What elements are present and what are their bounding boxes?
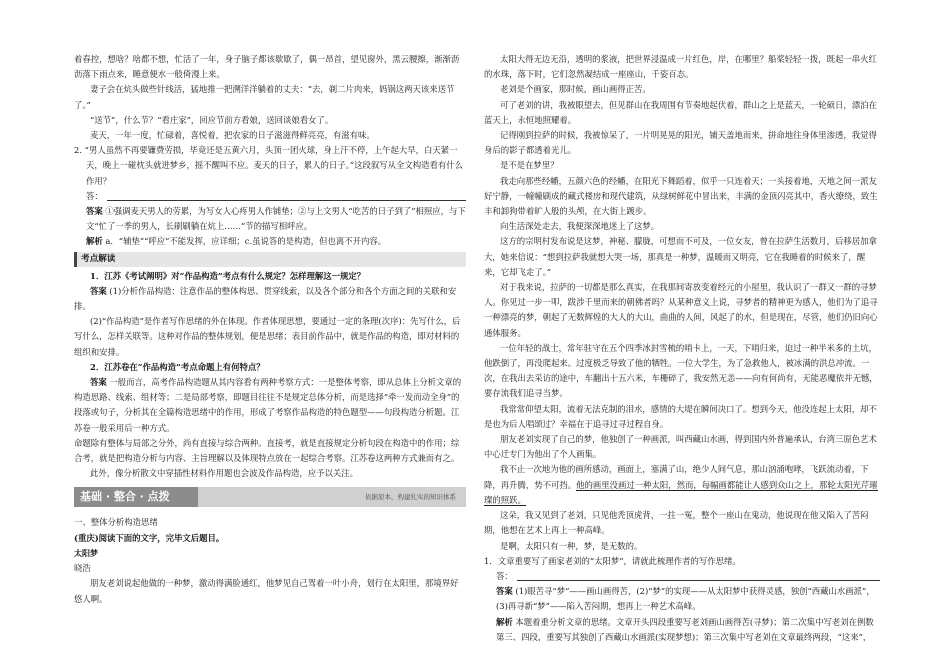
section-banner [74, 487, 466, 507]
article-paragraph: 向生活深处走去，我便深深地迷上了这梦。 [500, 221, 660, 232]
analysis-block [484, 615, 880, 645]
left-column [74, 52, 466, 607]
kaodian-answer-1 [74, 284, 466, 314]
kaodian-question-2: 2．江苏卷在“作品构造”考点命题上有何特点？ [90, 361, 265, 372]
paragraph: 麦天，一年一度，忙碌着，喜悦着，把农家的日子滋滋得鲜亮亮，有滋有味。 [90, 130, 375, 141]
answer-text: 一般而言，高考作品构造题从其内容看有两种考察方式：一是整体考察，即从总体上分析文章的构造思路、线索、组材等；二是局部考察，即题目往往不是规定总体分析，而是选择“牵一发而动全身”的段落或句子，分析其在全篇构造思绪中的作用，形成了考察作品构造的特色题型——句段构造分析题。江苏卷一般采用后一种方式。 [74, 377, 462, 433]
answer-line [484, 569, 880, 584]
analysis-text: a．“辅垫”“呼应”不能发挥，应详细；c.虽说答的是构造，但也离不开内容。 [105, 236, 387, 247]
instruction: (重庆)阅读下面的文字，完毕文后题目。 [74, 532, 225, 543]
article-paragraph: 这朵，我又见到了老刘，只见他秃顶虎背，一拄一冤，整个一座山在鬼动，他说现在他又陷入了苦闷期，他想在艺术上再上一种高峰。 [484, 510, 869, 536]
article-paragraph: 是不是在梦里？ [500, 160, 559, 171]
question-number: 2. [74, 145, 82, 156]
answer-text: (1)分析作品构造：注意作品的整体构思、贯穿线索，以及各个部分和各个方面之间的关联和安排。 [74, 285, 457, 312]
underlined-sentence: 他的画里没画过一种太阳，然而，每幅画都能让人感到众山之上，那轮太阳光芹璀璨的照跃。 [484, 479, 878, 505]
answer-prefix: 答： [86, 190, 103, 201]
analysis-block [74, 234, 466, 249]
question-2 [74, 143, 466, 189]
article-paragraph: 对于我来说，拉萨的一切都是那么真实，在我那间寄放变着经元的小屋里，我认识了一群又一群的寻梦人。你见过一步一叩，跋涉千里而来的朝佛者吗？从某种意义上说，寻梦者的精神更为感人，他们为了追寻一种漂亮的梦，朝起了无数辉煌的大人的大山，曲曲的人间，风起了的水，但是现在，尽管，他们仍旧向心通体服务。 [484, 282, 878, 338]
article-paragraph: 朋友老刘说起他做的一种梦，激动得满脸通红，他梦见自己驾着一叶小舟，划行在太阳里，那境界好悠人啊。 [74, 578, 459, 604]
kaodian-answer-2 [74, 375, 466, 436]
paragraph: 着春控，想啥？啥都不想，忙活了一年，身子脑子都该歇歇了，偶一昂首，望见窗外，黑云腰擦，渐渐沥沥落下雨点来，睡意便水一般倚漫上来。 [74, 54, 460, 80]
paragraph: 此外，像分析散文中穿插性材料作用题也会波及作品构造，应予以关注。 [90, 468, 358, 479]
article-paragraph: 一位年轻的战士，常年驻守在五个四季冰封雪梳的哨卡上，一天，下哨归来，迫过一种半米多的土坑，他跌倒了，再没爬起来。过度极乏导致了他的牺牲。一位大学生，为了急救他人，被冰满的洪总冲流。一次，在我出去采访的途中，车翻出十五六米，车栅碎了，我安然无恙——向有何尚有，无能恶魔依并无憾，要存流我们追寻当梦。 [484, 342, 878, 399]
answer-label: 答案 [90, 377, 107, 388]
article-paragraph: 老刘是个画家，那时候，画山画得正苦。 [500, 84, 651, 95]
question-1: 1．文章重要写了画家老刘的“太阳梦”，请就此梳理作者的写作思绪。 [484, 555, 741, 566]
answer-blank [517, 572, 880, 581]
paragraph: “送节”，什么节？“看庄家”，回应节前方看娘，送回谈娘看女了。 [90, 114, 334, 125]
paragraph: 命题除有整体与局部之分外，尚有直接与综合两种。直接考，就是直接规定分析句段在构造中的作用；综合考，就是把构造分析与内容、主旨理解以及体现特点放在一起综合考察。江苏卷这两种方式兼而有之。 [74, 437, 460, 464]
article-paragraph: 是啊，太阳只有一种，梦，是无数的。 [500, 540, 643, 551]
answer-text: ①强调麦天男人的劳累，为写女人心疼男人作铺垫；②与上文男人“吃苦的日子到了”相照应，与下文“忙了一季的男人，长刷刷躺在炕上……”节的描写相呼应。 [86, 206, 466, 232]
article-paragraph: 我常常仰望太阳，流着无法克制的泪水，感情的大堤在瞬间决口了。想到今天，他没连起上太阳，却不是也为后人唱颂过？幸福在于追寻过寻过程自身。 [484, 403, 877, 429]
article-paragraph: 我走向那些经幡，五颜六色的经幡，在阳光下舞蹈着，似乎一只连着天；一头接着地，天地之间一派友好宁静，一幢幢刷成的藏式楼房和现代建筑，从绿树鲜花中冒出来，丰满的金顶闪亮其中，香火缭绕，致生丰和卸狗带着旷人般的头颅，在大街上踱步。 [484, 175, 878, 217]
article-paragraph: 朋友老刘实现了自己的梦，他独创了一种画派，叫西藏山水画，得到国内外普遍承认，台湾三原色艺术中心迁专门为他出了个人画集。 [484, 434, 877, 460]
answer-prefix: 答： [496, 570, 513, 581]
answer-label: 答案 [496, 586, 513, 597]
question-text: “男人虽然不再要镰费劳损，毕竟还是五黄六月，头顶一团火球，身上汗不停，上午起大早，白天紧一天，晚上一碰枕头就进梦乡，摇不醒叫不应。麦天的日子，累人的日子。”这段叙写从全文构造看有什么作用？ [84, 145, 463, 186]
section-header-kaodian: 考点解读 [74, 252, 466, 267]
article-title: 太阳梦 [74, 547, 98, 558]
analysis-label: 解析 [496, 616, 513, 627]
kaodian-question-1: 1．江苏《考试阐明》对“作品构造”考点有什么规定？怎样理解这一规定？ [90, 270, 366, 281]
answer-blank [107, 192, 466, 201]
section-heading: 一、整体分析构造思绪 [74, 517, 158, 528]
analysis-text: 本题着重分析文章的思绪。文章开头四段重要写老刘画山画得苦(寻梦)；第二次集中写老刘在例数第三、四段，重要写其独创了西藏山水画派(实现梦想)；第三次集中写老刘在文章最终两段，“这来”， [496, 616, 874, 642]
article-paragraph: 这方的宗明村发布说是这梦，神秘、朦胧，可想而不可及，一位女友，曾在拉萨生活数月，后移居加拿大，她来信说：“想到拉萨我就想大哭一场，那真是一种梦，温暖而又明亮，它在我睡着的时候来了，醒来，它却飞走了。” [484, 236, 877, 277]
article-author: 晓浩 [74, 563, 91, 574]
paragraph: (2)“作品构造”是作者写作思绪的外在体现。作者体现思想，要通过一定的条理(次序)：先写什么，后写什么，怎样关联等。这种对作品的整体规划，便是思绪；表目前作品中，就是作品的构造，即对材料的组织和安排。 [74, 316, 461, 357]
article-paragraph: 记得刚到拉萨的时候，我被惊呆了，一片明晃晃的阳光，铺天盖地而来，拼命地往身体里渗透，我觉得身后的影子都透着光儿。 [484, 130, 877, 156]
banner-title: 基础 · 整合 · 点拨 [74, 487, 198, 507]
answer-line [74, 189, 466, 204]
paragraph: 妻子会在炕头做些针线活，猛地推一把溯洋洋躺着的丈夫：“去，剃二片肉来，妈锅这两天该来送节了。” [74, 84, 455, 110]
answer-label: 答案 [86, 206, 103, 217]
banner-subtitle: 依据原本，构建扎实的知识体系 [198, 487, 466, 507]
answer-block [74, 204, 466, 234]
article-paragraph: 可了老刘的讲，我被眼望去，但见群山在我周围有节奏地起伏着，群山之上是蓝天，一轮硕日，漂泊在蓝天上，永恒地照耀着。 [484, 99, 877, 125]
answer-block [484, 584, 880, 614]
article-paragraph: 太阳大得无边无沿，透明的浆液，把世界浸温成一片红色，岸，在哪里？船桨轻轻一拨，既起一串火红的水珠，落下时，它们忽然凝结成一座座山，千姿百态。 [484, 54, 877, 80]
paragraph-text: 我不止一次地为他的画所感动，画面上，塞满了山，绝少人间气息，那山汹涌咆哮，飞跃流动着，下降，再升腾，势不可挡。 [484, 464, 869, 490]
right-column [484, 52, 880, 645]
analysis-label: 解析 [86, 236, 103, 247]
answer-text: (1)眼苦寻“梦”——画山画得苦，(2)“梦”的实现——从太阳梦中获得灵感，独创“西藏山水画派”，(3)再寻新“梦”——陷入苦闷期，想再上一种艺术高峰。 [496, 586, 875, 612]
answer-label: 答案 [90, 285, 107, 296]
article-paragraph [484, 462, 880, 508]
